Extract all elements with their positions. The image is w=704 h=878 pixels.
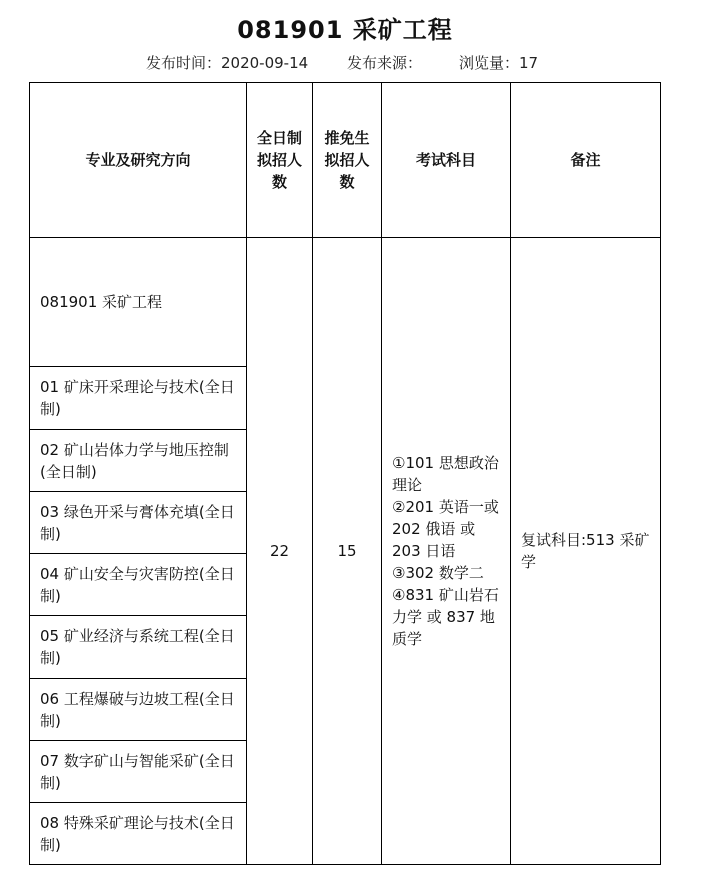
exam-subject: ①101 思想政治理论	[392, 454, 499, 494]
header-exam-subjects: 考试科目	[382, 83, 511, 238]
direction-cell: 04 矿山安全与灾害防控(全日制)	[30, 554, 247, 616]
page-title: 081901 采矿工程	[237, 16, 453, 44]
admission-table	[29, 82, 661, 865]
direction-cell: 08 特殊采矿理论与技术(全日制)	[30, 803, 247, 865]
major-title-cell: 081901 采矿工程	[30, 238, 247, 367]
header-notes: 备注	[511, 83, 661, 238]
exam-subject: ③302 数学二	[392, 564, 484, 582]
note-cell: 复试科目:513 采矿学	[511, 238, 661, 865]
table-header-row	[30, 83, 661, 238]
exam-subjects-cell	[382, 238, 511, 865]
header-exempt-quota: 推免生拟招人数	[313, 83, 382, 238]
direction-cell: 06 工程爆破与边坡工程(全日制)	[30, 679, 247, 741]
meta-bar	[0, 52, 690, 74]
view-count: 浏览量：17	[459, 54, 539, 72]
header-major: 专业及研究方向	[30, 83, 247, 238]
exam-subject: ②201 英语一或 202 俄语 或 203 日语	[392, 498, 499, 560]
table-row	[30, 238, 661, 367]
direction-cell: 05 矿业经济与系统工程(全日制)	[30, 616, 247, 679]
publish-time: 发布时间：2020-09-14	[146, 54, 309, 72]
exempt-count-cell: 15	[313, 238, 382, 865]
direction-cell: 07 数字矿山与智能采矿(全日制)	[30, 741, 247, 803]
exam-subject: ④831 矿山岩石力学 或 837 地质学	[392, 586, 499, 648]
publish-source: 发布来源：	[347, 54, 423, 72]
header-fulltime-quota: 全日制拟招人数	[247, 83, 313, 238]
direction-cell: 01 矿床开采理论与技术(全日制)	[30, 367, 247, 430]
direction-cell: 02 矿山岩体力学与地压控制(全日制)	[30, 430, 247, 492]
direction-cell: 03 绿色开采与膏体充填(全日制)	[30, 492, 247, 554]
fulltime-count-cell: 22	[247, 238, 313, 865]
